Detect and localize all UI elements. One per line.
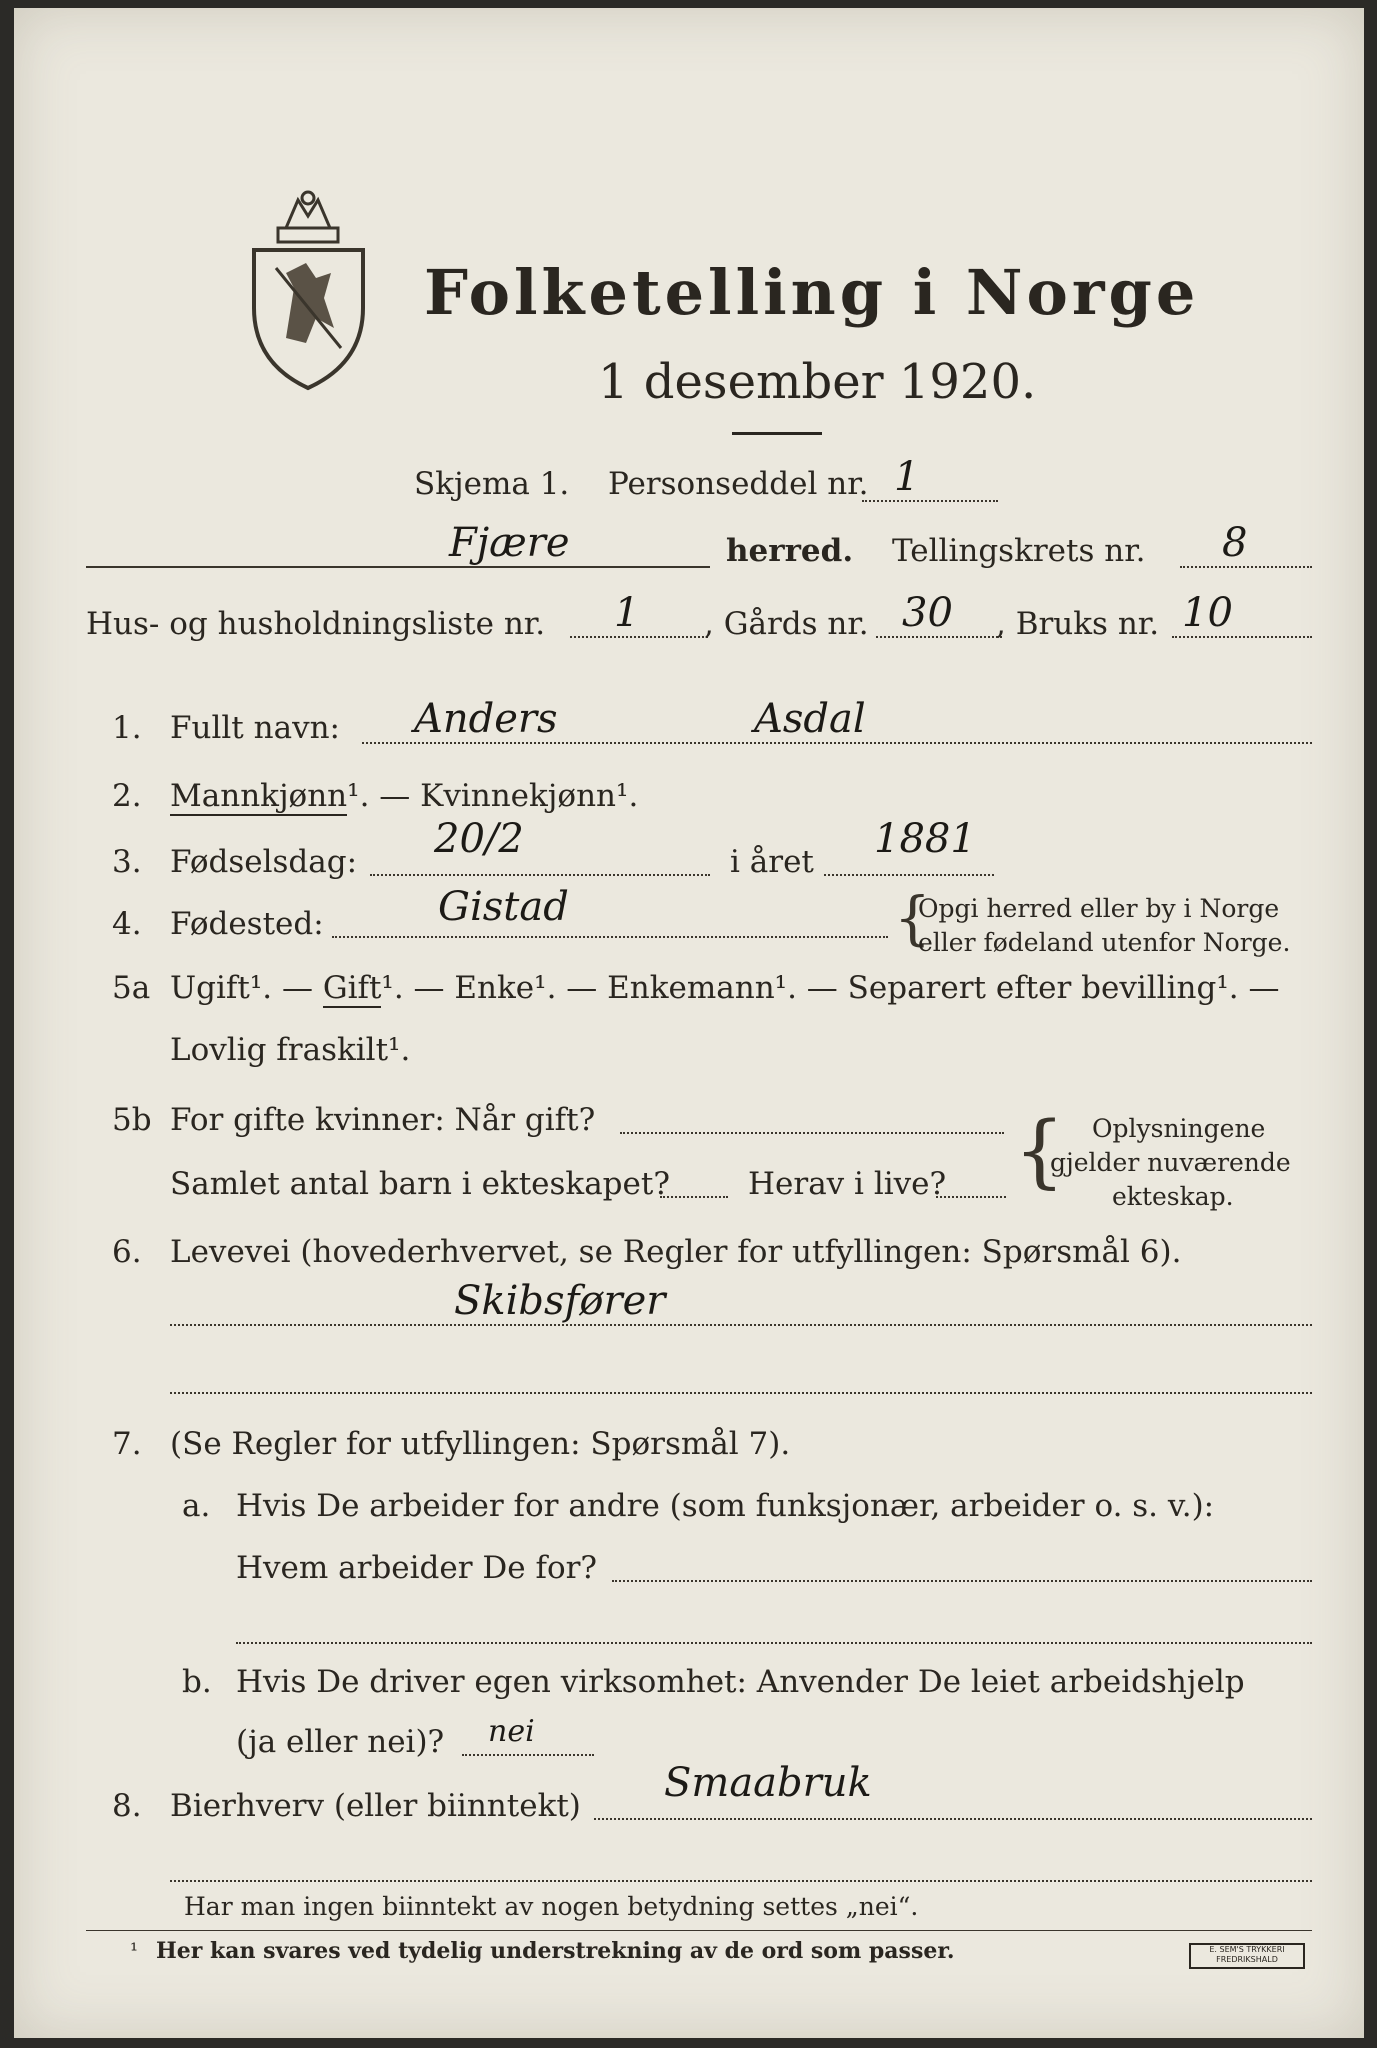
census-date: 1 desember 1920. [598, 354, 1037, 410]
q2-sex-options [170, 778, 638, 814]
divorced-option[interactable]: Lovlig fraskilt¹. [170, 1032, 411, 1068]
side-income-field[interactable] [594, 1818, 1312, 1820]
occupation-value: Skibsfører [454, 1278, 666, 1324]
q4-note-2: eller fødeland utenfor Norge. [918, 928, 1291, 957]
full-name-last: Asdal [754, 696, 866, 742]
q7a-line2: Hvem arbeider De for? [236, 1550, 598, 1586]
liste-number-value: 1 [614, 590, 640, 636]
footnote-mark: ¹ [130, 1938, 139, 1962]
census-form-page [14, 8, 1364, 2038]
male-option[interactable]: Mannkjønn [170, 778, 348, 814]
form-title: Folketelling i Norge [424, 256, 1200, 329]
side-income-field-2[interactable] [170, 1880, 1312, 1882]
q8-number: 8. [112, 1788, 142, 1824]
q5b-note-2: gjelder nuværende [1050, 1148, 1291, 1177]
q8-label: Bierhverv (eller biinntekt) [170, 1788, 581, 1824]
q3-number: 3. [112, 844, 142, 880]
person-label: Personseddel nr. [608, 466, 869, 502]
q4-number: 4. [112, 906, 142, 942]
q7-label: (Se Regler for utfyllingen: Spørsmål 7). [170, 1426, 791, 1462]
q5b-note-3: ekteskap. [1112, 1182, 1234, 1211]
herred-field[interactable] [86, 566, 710, 568]
q2-number: 2. [112, 778, 142, 814]
birth-year-value: 1881 [874, 816, 976, 862]
q2-sep: ¹. — [347, 778, 421, 814]
children-alive-field[interactable] [936, 1196, 1006, 1198]
gards-number-field[interactable] [876, 636, 1002, 638]
bruks-label: , Bruks nr. [996, 606, 1160, 642]
q7b-line1: Hvis De driver egen virksomhet: Anvender De leiet arbeidshjelp [236, 1664, 1245, 1700]
married-option[interactable]: Gift [322, 970, 382, 1006]
year-label: i året [730, 844, 814, 880]
gards-label: , Gårds nr. [704, 606, 869, 642]
married-when-field[interactable] [620, 1132, 1004, 1134]
schema-label: Skjema 1. [414, 466, 570, 502]
q6-number: 6. [112, 1234, 142, 1270]
birthplace-value: Gistad [438, 884, 569, 930]
person-number-field[interactable] [862, 500, 998, 502]
bruks-number-value: 10 [1182, 590, 1233, 636]
birth-year-field[interactable] [824, 874, 994, 876]
birthday-value: 20/2 [434, 816, 524, 862]
footer-note: Har man ingen biinntekt av nogen betydning settes „nei“. [184, 1892, 919, 1921]
full-name-first: Anders [414, 696, 558, 742]
krets-number-field[interactable] [1180, 566, 1312, 568]
q5a-marital-options [170, 970, 1279, 1006]
q5a-pre: Ugift¹. — [170, 970, 323, 1006]
q5b-alive-label: Herav i live? [748, 1166, 947, 1202]
occupation-field-2[interactable] [170, 1392, 1312, 1394]
liste-number-field[interactable] [570, 636, 708, 638]
employer-field-2[interactable] [236, 1642, 1312, 1644]
hired-help-value: nei [488, 1714, 535, 1749]
footer-divider [86, 1930, 1312, 1931]
occupation-field[interactable] [170, 1324, 1312, 1326]
q4-label: Fødested: [170, 906, 324, 942]
q7a-line1: Hvis De arbeider for andre (som funksjonær, arbeider o. s. v.): [236, 1488, 1215, 1524]
q5b-children-label: Samlet antal barn i ekteskapet? [170, 1166, 670, 1202]
person-number-value: 1 [894, 454, 920, 500]
q4-brace: { [894, 884, 931, 952]
q5b-number: 5b [112, 1102, 152, 1138]
female-option[interactable]: Kvinnekjønn¹. [420, 778, 639, 814]
printer-stamp: E. SEM'S TRYKKERI FREDRIKSHALD [1189, 1943, 1305, 1969]
krets-number-value: 8 [1222, 520, 1248, 566]
hired-help-field[interactable] [462, 1754, 594, 1756]
krets-label: Tellingskrets nr. [892, 533, 1146, 569]
side-income-value: Smaabruk [664, 1760, 872, 1806]
q6-label: Levevei (hovederhvervet, se Regler for utfyllingen: Spørsmål 6). [170, 1234, 1182, 1270]
footnote-text: Her kan svares ved tydelig understrekning av de ord som passer. [156, 1938, 955, 1964]
q4-note-1: Opgi herred eller by i Norge [918, 894, 1280, 923]
employer-field[interactable] [612, 1580, 1312, 1582]
q5a-post: ¹. — Enke¹. — Enkemann¹. — Separert efter bevilling¹. — [381, 970, 1280, 1006]
title-divider [732, 432, 822, 435]
bruks-number-field[interactable] [1172, 636, 1312, 638]
q5b-brace: { [1014, 1104, 1065, 1197]
q5a-number: 5a [112, 970, 151, 1006]
herred-value: Fjære [449, 520, 570, 566]
q1-label: Fullt navn: [170, 710, 340, 746]
q7b-letter: b. [182, 1664, 212, 1700]
q1-number: 1. [112, 710, 142, 746]
gards-number-value: 30 [902, 590, 953, 636]
birthplace-field[interactable] [332, 936, 888, 938]
norwegian-coat-of-arms-icon [246, 188, 371, 393]
full-name-field[interactable] [362, 742, 1312, 744]
q5b-note-1: Oplysningene [1092, 1114, 1266, 1143]
q7b-line2: (ja eller nei)? [236, 1724, 445, 1760]
q3-label: Fødselsdag: [170, 844, 358, 880]
birthday-field[interactable] [370, 874, 710, 876]
q7-number: 7. [112, 1426, 142, 1462]
herred-label: herred. [726, 533, 854, 569]
children-count-field[interactable] [660, 1196, 728, 1198]
liste-label: Hus- og husholdningsliste nr. [86, 606, 546, 642]
q7a-letter: a. [182, 1488, 211, 1524]
q5b-line1: For gifte kvinner: Når gift? [170, 1102, 596, 1138]
